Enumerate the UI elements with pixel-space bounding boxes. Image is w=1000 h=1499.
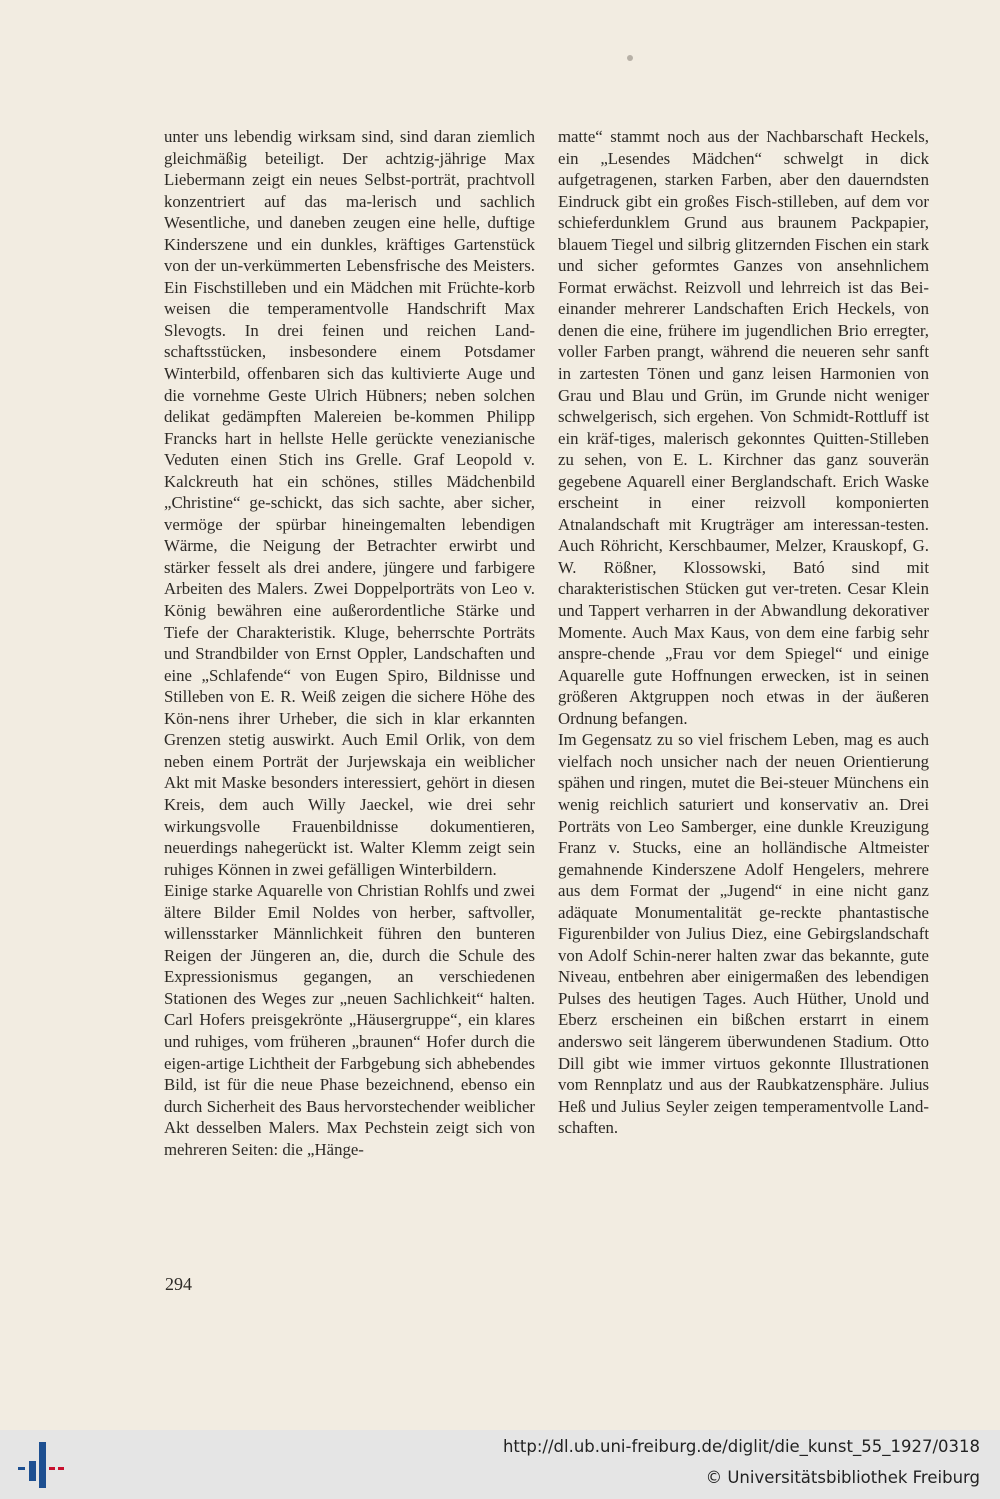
left-text-column: [164, 126, 535, 1160]
left-paragraph-1: unter uns lebendig wirksam sind, sind daran ziemlich gleichmäßig beteiligt. Der achtzig-jährige Max Liebermann zeigt ein neues Selbst-porträt, prachtvoll konzentriert auf das ma-lerisch und sachlich Wesentliche, und daneben zeugen eine helle, duftige Kinderszene und ein dunkles, kräftiges Gartenstück von der un-verkümmerten Lebensfrische des Meisters. Ein Fischstilleben und ein Mädchen mit Früchte-korb weisen die temperamentvolle Handschrift Max Slevogts. In drei feinen und reichen Land-schaftsstücken, insbesondere einem Potsdamer Winterbild, offenbaren sich das kultivierte Auge und die vornehme Geste Ulrich Hübners; neben solchen delikat gedämpften Malereien be-kommen Philipp Francks hart in hellste Helle gerückte venezianische Veduten einen Stich ins Grelle. Graf Leopold v. Kalckreuth hat ein schönes, stilles Mädchenbild „Christine“ ge-schickt, das sich sachte, aber sicher, vermöge der spürbar hineingemalten lebendigen Wärme, die Neigung der Betrachter erwirbt und stärker fesselt als drei andere, jüngere und farbigere Arbeiten des Malers. Zwei Doppelporträts von Leo v. König bewähren eine außerordentliche Stärke und Tiefe der Charakteristik. Kluge, beherrschte Porträts und Strandbilder von Ernst Oppler, Landschaften und eine „Schlafende“ von Eugen Spiro, Bildnisse und Stilleben von E. R. Weiß zeigen die sichere Höhe des Kön-nens ihrer Urheber, die sich in klar erkannten Grenzen stetig auswirkt. Auch Emil Orlik, von dem neben einem Porträt der Jurjewskaja ein weiblicher Akt mit Maske besonders interessiert, gehört in diesen Kreis, dem auch Willy Jaeckel, wie drei sehr wirkungsvolle Frauenbildnisse dokumentieren, neuerdings nahegerückt ist. Walter Klemm zeigt sein ruhiges Können in zwei gefälligen Winterbildern.: [164, 127, 535, 879]
page-mark-dot: [627, 55, 633, 61]
ub-freiburg-logo-icon: [18, 1442, 64, 1488]
page-number: 294: [165, 1274, 192, 1294]
right-text-column: [558, 126, 929, 1139]
left-paragraph-2: Einige starke Aquarelle von Christian Rohlfs und zwei ältere Bilder Emil Noldes von herber, saftvoller, willensstarker Männlichkeit führen den bunteren Reigen der Jüngeren an, die, durch die Schule des Expressionismus gegangen, an verschiedenen Stationen des Weges zur „neuen Sachlichkeit“ halten. Carl Hofers preisgekrönte „Häusergruppe“, ein klares und ruhiges, vom früheren „braunen“ Hofer durch die eigen-artige Lichtheit der Farbgebung sich abhebendes Bild, ist für die neue Phase bezeichnend, ebenso ein durch Sicherheit des Baus hervorstechender weiblicher Akt desselben Malers. Max Pechstein zeigt sich von mehreren Seiten: die „Hänge-: [164, 881, 535, 1159]
viewer-footer: [0, 1430, 1000, 1499]
right-paragraph-2: Im Gegensatz zu so viel frischem Leben, mag es auch vielfach noch unsicher nach der neuen Orientierung spähen und ringen, mutet die Bei-steuer Münchens ein wenig reichlich saturiert und konservativ an. Drei Porträts von Leo Samberger, eine dunkle Kreuzigung Franz v. Stucks, eine an holländische Altmeister gemahnende Kinderszene Adolf Hengelers, mehrere aus dem Format der „Jugend“ in eine nicht ganz adäquate Monumentalität ge-reckte phantastische Figurenbilder von Julius Diez, eine Gebirgslandschaft von Adolf Schin-nerer halten zwar das bekannte, gute Niveau, entbehren aber einigermaßen des lebendigen Pulses des heutigen Tages. Auch Hüther, Unold und Eberz erscheinen ein bißchen erstarrt in einem anderswo seit längerem überwundenen Stadium. Otto Dill gibt wie immer virtuos gekonnte Illustrationen vom Rennplatz und aus der Raubkatzensphäre. Julius Heß und Julius Seyler zeigen temperamentvolle Land-schaften.: [558, 730, 929, 1138]
document-url-link[interactable]: http://dl.ub.uni-freiburg.de/diglit/die_kunst_55_1927/0318: [502, 1437, 980, 1456]
copyright-notice: © Universitätsbibliothek Freiburg: [705, 1468, 980, 1487]
right-paragraph-1: matte“ stammt noch aus der Nachbarschaft Heckels, ein „Lesendes Mädchen“ schwelgt in dick aufgetragenen, starken Farben, aber den dauerndsten Eindruck gibt ein großes Fisch-stilleben, auf dem vor schieferdunklem Grund aus braunem Packpapier, blauem Tiegel und silbrig glitzernden Fischen ein stark und sicher geformtes Ganzes von ansehnlichem Format erwächst. Reizvoll und lehrreich ist das Bei-einander mehrerer Landschaften Erich Heckels, von denen die eine, frühere im jugendlichen Brio erregter, voller Farben prangt, während die neueren sehr sanft in zartesten Tönen und ganz leisen Harmonien von Grau und Blau und Grün, im Grunde nicht weniger schwelgerisch, sich ergehen. Von Schmidt-Rottluff ist ein kräf-tiges, malerisch gekonntes Quitten-Stilleben zu sehen, von E. L. Kirchner das ganz souverän gegebene Aquarell einer Berglandschaft. Erich Waske erscheint in einer reizvoll komponierten Atnalandschaft mit Krugträger am interessan-testen. Auch Röhricht, Kerschbaumer, Melzer, Krauskopf, G. W. Rößner, Klossowski, Bató sind mit charakteristischen Stücken gut ver-treten. Cesar Klein und Tappert verharren in der Abwandlung dekorativer Momente. Auch Max Kaus, von dem eine farbig sehr anspre-chende „Frau vor dem Spiegel“ und einige Aquarelle gute Hoffnungen erwecken, ist in seinen größeren Aktgruppen noch etwas in der äußeren Ordnung befangen.: [558, 127, 929, 728]
